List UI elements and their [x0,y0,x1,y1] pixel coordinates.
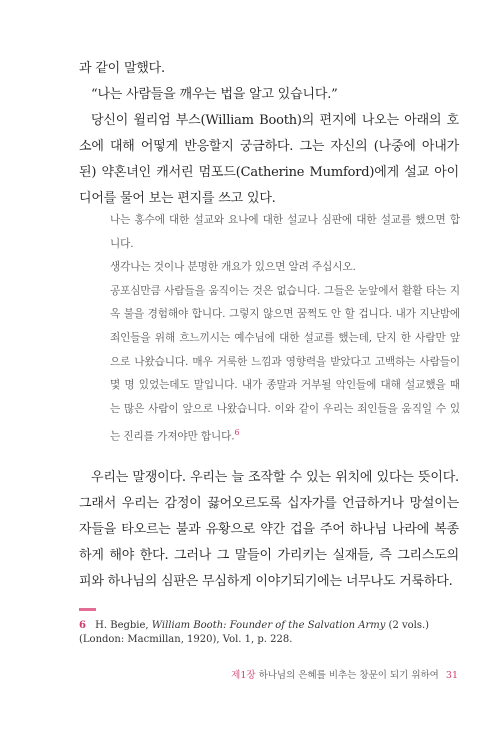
footer-chapter: 제1장 [231,670,256,681]
footer-title: 하나님의 은혜를 비추는 창문이 되기 위하여 [258,670,439,681]
paragraph-quote-line: “나는 사람들을 깨우는 법을 알고 있습니다.” [91,87,338,102]
footnote-number: 6 [79,620,86,631]
paragraph-intro: 당신이 윌리엄 부스(William Booth)의 편지에 나오는 아래의 호소에 대해 어떻게 반응할지 궁금하다. 그는 자신의 (나중에 아내가 된) 약혼녀인 캐서린 멈포드(Catherine Mumford)에게 설교 아이디어를 물어 보는 편지를 쓰고 있다. [79,113,459,206]
quote-line-3 [110,280,460,450]
block-quote [110,209,460,449]
bottom-text [79,465,459,595]
quote-line-1: 나는 홍수에 대한 설교와 요나에 대한 설교나 심판에 대한 설교를 했으면 합니다. [110,214,460,250]
quote-line-2: 생각나는 것이나 분명한 개요가 있으면 알려 주십시오. [110,261,356,274]
quote-line-3-text: 공포심만큼 사람들을 움직이는 것은 없습니다. 그들은 눈앞에서 활활 타는 지옥 불을 경험해야 합니다. 그렇지 않으면 꿈쩍도 안 할 겁니다. 내가 지난밤에 죄인들을 위해 흐느끼시는 예수님에 대한 설교를 했는데, 단지 한 사람만 앞으로 나왔습니다. 매우 거룩한 느낌과 영향력을 받았다고 고백하는 사람들이 몇 명 있었는데도 말입니다. 내가 종말과 거부될 악인들에 대해 설교했을 때는 많은 사람이 앞으로 나왔습니다. 이와 같이 우리는 죄인들을 움직일 수 있는 진리를 가져야만 합니다. [110,284,460,443]
top-text [79,56,459,212]
footnote-marker[interactable]: 6 [234,428,240,438]
footnote-title: William Booth: Founder of the Salvation Army [151,620,386,631]
footnote [79,619,464,647]
footnote-details: (2 vols.) (London: Macmillan, 1920), Vol. 1, p. 228. [79,620,430,645]
page-number: 31 [445,670,458,681]
footnote-author: H. Begbie, [95,620,149,631]
footnote-rule [79,608,96,611]
running-footer [231,667,458,681]
paragraph-conclusion: 우리는 말쟁이다. 우리는 늘 조작할 수 있는 위치에 있다는 뜻이다. 그래서 우리는 감정이 끓어오르도록 십자가를 언급하거나 망설이는 자들을 타오르는 불과 유황으로 약간 겁을 주어 하나님 나라에 복종하게 해야 한다. 그러나 그 말들이 가리키는 실재들, 즉 그리스도의 피와 하나님의 심판은 무심하게 이야기되기에는 너무나도 거룩하다. [79,470,459,589]
paragraph-continuation: 과 같이 말했다. [79,61,165,76]
